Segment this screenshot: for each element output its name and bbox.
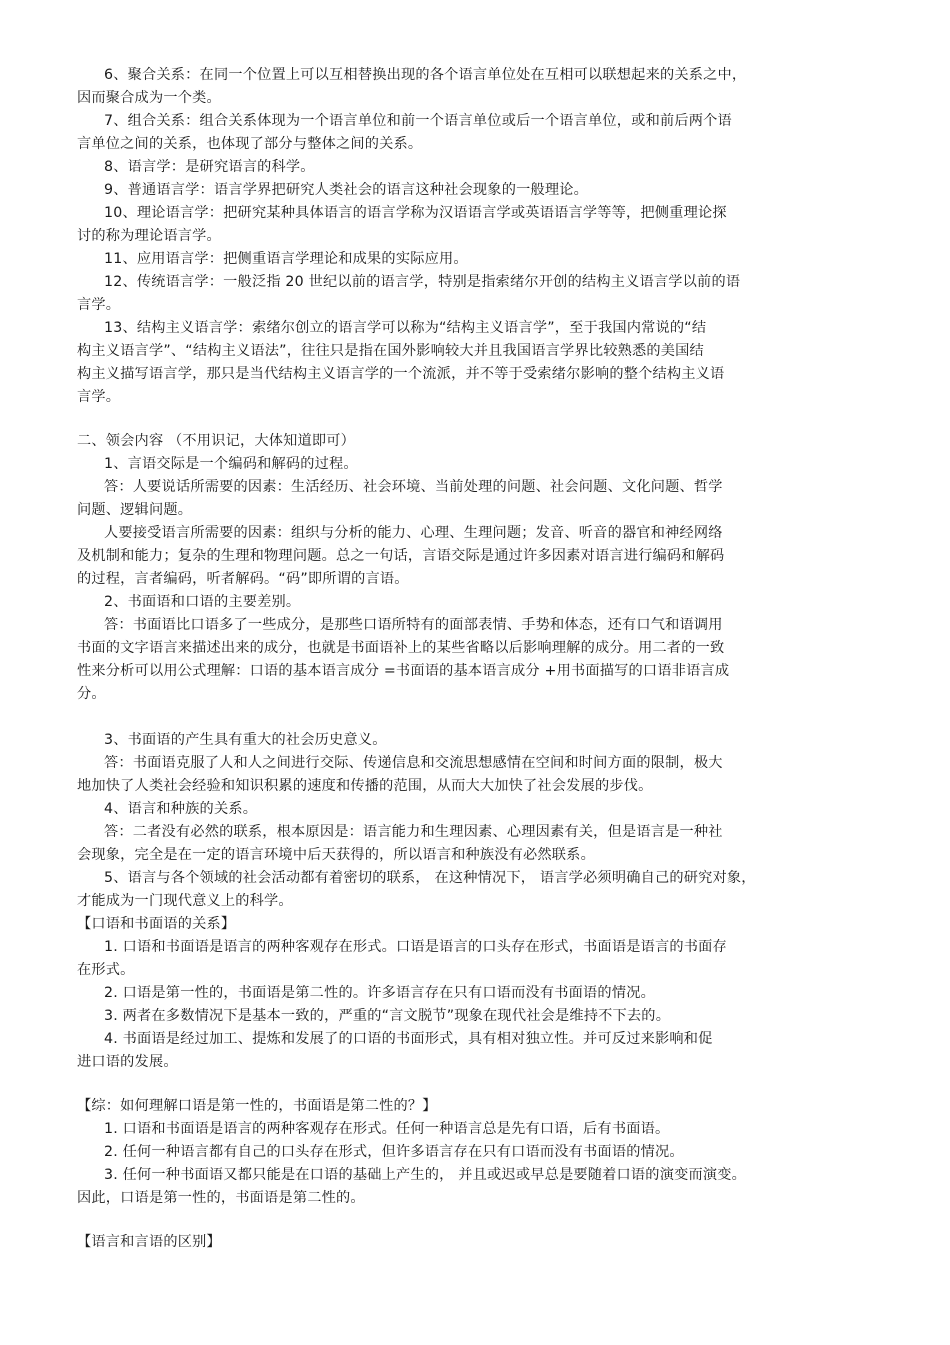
section-heading: 【口语和书面语的关系】 — [77, 916, 236, 932]
text-line: 答：二者没有必然的联系，根本原因是：语言能力和生理因素、心理因素有关，但是语言是一种社 — [104, 824, 723, 840]
text-line: 1. 口语和书面语是语言的两种客观存在形式。任何一种语言总是先有口语，后有书面语。 — [104, 1121, 670, 1137]
text-line: 讨的称为理论语言学。 — [77, 228, 221, 244]
text-line: 3. 任何一种书面语又都只能是在口语的基础上产生的， 并且或迟或早总是要随着口语的演变而演变。 — [104, 1167, 747, 1183]
text-line: 会现象，完全是在一定的语言环境中后天获得的，所以语言和种族没有必然联系。 — [77, 847, 595, 863]
text-line: 10、理论语言学：把研究某种具体语言的语言学称为汉语语言学或英语语言学等等，把侧重理论探 — [104, 205, 727, 221]
text-line: 6、聚合关系：在同一个位置上可以互相替换出现的各个语言单位处在互相可以联想起来的关系之中， — [104, 67, 747, 83]
text-line: 性来分析可以用公式理解：口语的基本语言成分 =书面语的基本语言成分 +用书面描写的口语非语言成 — [77, 663, 730, 679]
text-line: 7、组合关系：组合关系体现为一个语言单位和前一个语言单位或后一个语言单位，或和前后两个语 — [104, 113, 732, 129]
text-line: 言单位之间的关系，也体现了部分与整体之间的关系。 — [77, 136, 423, 152]
text-line: 人要接受语言所需要的因素：组织与分析的能力、心理、生理问题；发音、听音的器官和神经网络 — [104, 525, 723, 541]
text-line: 问题、逻辑问题。 — [77, 502, 193, 518]
text-line: 分。 — [77, 686, 106, 702]
text-line: 1. 口语和书面语是语言的两种客观存在形式。口语是语言的口头存在形式，书面语是语言的书面存 — [104, 939, 727, 955]
text-line: 及机制和能力；复杂的生理和物理问题。总之一句话，言语交际是通过许多因素对语言进行编码和解码 — [77, 548, 725, 564]
text-line: 构主义描写语言学，那只是当代结构主义语言学的一个流派，并不等于受索绪尔影响的整个结构主义语 — [77, 366, 725, 382]
text-line: 3. 两者在多数情况下是基本一致的，严重的“言文脱节”现象在现代社会是维持不下去的。 — [104, 1008, 671, 1024]
text-line: 5、语言与各个领域的社会活动都有着密切的联系， 在这种情况下， 语言学必须明确自己的研究对象， — [104, 870, 756, 886]
text-line: 书面的文字语言来描述出来的成分，也就是书面语补上的某些省略以后影响理解的成分。用二者的一致 — [77, 640, 725, 656]
text-line: 12、传统语言学：一般泛指 20 世纪以前的语言学，特别是指索绪尔开创的结构主义语言学以前的语 — [104, 274, 741, 290]
text-line: 13、结构主义语言学：索绪尔创立的语言学可以称为“结构主义语言学”，至于我国内常说的“结 — [104, 320, 707, 336]
text-line: 2. 任何一种语言都有自己的口头存在形式，但许多语言存在只有口语而没有书面语的情况。 — [104, 1144, 684, 1160]
text-line: 答：人要说话所需要的因素：生活经历、社会环境、当前处理的问题、社会问题、文化问题、哲学 — [104, 479, 723, 495]
text-line: 因而聚合成为一个类。 — [77, 90, 221, 106]
text-line: 构主义语言学”、“结构主义语法”，往往只是指在国外影响较大并且我国语言学界比较熟悉的美国结 — [77, 343, 704, 359]
text-line: 答：书面语克服了人和人之间进行交际、传递信息和交流思想感情在空间和时间方面的限制，极大 — [104, 755, 723, 771]
text-line: 2、书面语和口语的主要差别。 — [104, 594, 301, 610]
text-line: 9、普通语言学：语言学界把研究人类社会的语言这种社会现象的一般理论。 — [104, 182, 589, 198]
text-line: 言学。 — [77, 297, 121, 313]
text-line: 4. 书面语是经过加工、提炼和发展了的口语的书面形式，具有相对独立性。并可反过来影响和促 — [104, 1031, 713, 1047]
text-line: 地加快了人类社会经验和知识积累的速度和传播的范围，从而大大加快了社会发展的步伐。 — [77, 778, 653, 794]
text-line: 言学。 — [77, 389, 121, 405]
text-line: 的过程，言者编码，听者解码。“码”即所谓的言语。 — [77, 571, 409, 587]
text-line: 11、应用语言学：把侧重语言学理论和成果的实际应用。 — [104, 251, 468, 267]
text-line: 8、语言学：是研究语言的科学。 — [104, 159, 315, 175]
text-line: 答：书面语比口语多了一些成分，是那些口语所特有的面部表情、手势和体态，还有口气和语调用 — [104, 617, 723, 633]
text-line: 因此，口语是第一性的，书面语是第二性的。 — [77, 1190, 365, 1206]
section-heading: 二、领会内容 （不用识记，大体知道即可） — [77, 433, 356, 449]
text-line: 才能成为一门现代意义上的科学。 — [77, 893, 293, 909]
text-line: 2. 口语是第一性的，书面语是第二性的。许多语言存在只有口语而没有书面语的情况。 — [104, 985, 655, 1001]
text-line: 3、书面语的产生具有重大的社会历史意义。 — [104, 732, 387, 748]
text-line: 进口语的发展。 — [77, 1054, 178, 1070]
text-line: 4、语言和种族的关系。 — [104, 801, 258, 817]
text-line: 1、言语交际是一个编码和解码的过程。 — [104, 456, 358, 472]
section-heading: 【综：如何理解口语是第一性的，书面语是第二性的？】 — [77, 1098, 437, 1114]
section-heading: 【语言和言语的区别】 — [77, 1234, 221, 1250]
text-line: 在形式。 — [77, 962, 135, 978]
